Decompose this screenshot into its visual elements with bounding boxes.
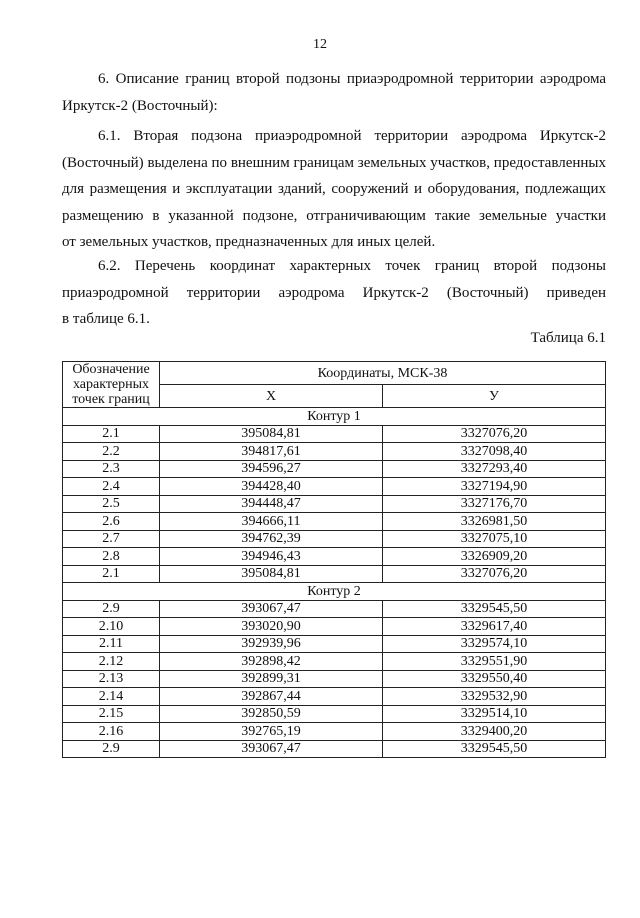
coord-y-cell: 3329551,90 — [383, 653, 606, 671]
coord-x-cell: 394428,40 — [160, 478, 383, 496]
coord-y-cell: 3329514,10 — [383, 705, 606, 723]
coord-x-cell: 394817,61 — [160, 443, 383, 461]
coord-y-cell: 3326909,20 — [383, 548, 606, 566]
table-row — [63, 513, 606, 531]
table-row — [63, 443, 606, 461]
table-row — [63, 635, 606, 653]
point-id-cell: 2.1 — [63, 565, 160, 583]
coord-y-cell: 3329545,50 — [383, 740, 606, 758]
table-caption: Таблица 6.1 — [530, 330, 606, 346]
coord-y-cell: 3329550,40 — [383, 670, 606, 688]
point-id-cell: 2.11 — [63, 635, 160, 653]
coord-x-cell: 392939,96 — [160, 635, 383, 653]
table-row — [63, 670, 606, 688]
page-number: 12 — [313, 37, 327, 52]
coord-y-cell: 3327194,90 — [383, 478, 606, 496]
coord-x-cell: 392765,19 — [160, 723, 383, 741]
point-id-cell: 2.14 — [63, 688, 160, 706]
coord-y-cell: 3329400,20 — [383, 723, 606, 741]
point-id-cell: 2.9 — [63, 600, 160, 618]
paragraph-line: приаэродромной территории аэродрома Иркутск-2 (Восточный) приведен — [62, 284, 606, 301]
coord-y-cell: 3327098,40 — [383, 443, 606, 461]
coord-x-cell: 392899,31 — [160, 670, 383, 688]
paragraph-line: (Восточный) выделена по внешним границам земельных участков, предоставленных — [62, 154, 606, 171]
paragraph-line: 6.2. Перечень координат характерных точек границ второй подзоны — [98, 258, 606, 274]
table-row — [63, 600, 606, 618]
coord-x-cell: 394596,27 — [160, 460, 383, 478]
coord-x-cell: 394666,11 — [160, 513, 383, 531]
coord-y-cell: 3327076,20 — [383, 565, 606, 583]
point-id-cell: 2.15 — [63, 705, 160, 723]
coord-x-cell: 392898,42 — [160, 653, 383, 671]
section-6-1-paragraph — [62, 123, 606, 256]
header-x: X — [160, 385, 383, 408]
point-id-cell: 2.8 — [63, 548, 160, 566]
coordinates-table — [62, 361, 606, 758]
coord-y-cell: 3326981,50 — [383, 513, 606, 531]
coord-x-cell: 394946,43 — [160, 548, 383, 566]
point-id-cell: 2.10 — [63, 618, 160, 636]
table-row — [63, 705, 606, 723]
coord-y-cell: 3327176,70 — [383, 495, 606, 513]
table-row — [63, 740, 606, 758]
point-id-cell: 2.5 — [63, 495, 160, 513]
coord-x-cell: 394448,47 — [160, 495, 383, 513]
table-row — [63, 495, 606, 513]
paragraph-line: для размещения и эксплуатации зданий, сооружений и оборудования, подлежащих — [62, 181, 606, 197]
table-row — [63, 618, 606, 636]
point-id-cell: 2.9 — [63, 740, 160, 758]
header-y: У — [383, 385, 606, 408]
paragraph-line: в таблице 6.1. — [62, 311, 150, 327]
paragraph-line: 6. Описание границ второй подзоны приаэродромной территории аэродрома — [98, 71, 606, 87]
table-row — [63, 565, 606, 583]
section-6-paragraph — [62, 66, 606, 119]
coord-y-cell: 3327293,40 — [383, 460, 606, 478]
point-id-cell: 2.13 — [63, 670, 160, 688]
coord-x-cell: 392850,59 — [160, 705, 383, 723]
contour-header-row — [63, 583, 606, 601]
table-body — [63, 408, 606, 758]
header-coordinates: Координаты, МСК-38 — [160, 362, 606, 385]
coord-y-cell: 3329574,10 — [383, 635, 606, 653]
table-row — [63, 723, 606, 741]
coord-x-cell: 394762,39 — [160, 530, 383, 548]
coord-x-cell: 395084,81 — [160, 565, 383, 583]
coord-y-cell: 3327076,20 — [383, 425, 606, 443]
point-id-cell: 2.16 — [63, 723, 160, 741]
paragraph-line: 6.1. Вторая подзона приаэродромной территории аэродрома Иркутск-2 — [98, 128, 606, 144]
coord-x-cell: 392867,44 — [160, 688, 383, 706]
paragraph-line: размещению в указанной подзоне, отграничивающим такие земельные участки — [62, 207, 606, 224]
header-point-designation: Обозначение характерных точек границ — [63, 362, 160, 408]
coord-y-cell: 3329617,40 — [383, 618, 606, 636]
table-row — [63, 425, 606, 443]
contour-header-row — [63, 408, 606, 426]
table-row — [63, 460, 606, 478]
table-row — [63, 530, 606, 548]
table-row — [63, 548, 606, 566]
paragraph-line: Иркутск-2 (Восточный): — [62, 97, 218, 114]
coord-y-cell: 3327075,10 — [383, 530, 606, 548]
table-row — [63, 653, 606, 671]
point-id-cell: 2.6 — [63, 513, 160, 531]
coord-x-cell: 393067,47 — [160, 600, 383, 618]
point-id-cell: 2.3 — [63, 460, 160, 478]
table-row — [63, 688, 606, 706]
coord-x-cell: 395084,81 — [160, 425, 383, 443]
point-id-cell: 2.4 — [63, 478, 160, 496]
coord-x-cell: 393067,47 — [160, 740, 383, 758]
contour-title: Контур 1 — [63, 408, 606, 426]
point-id-cell: 2.12 — [63, 653, 160, 671]
coord-x-cell: 393020,90 — [160, 618, 383, 636]
coord-y-cell: 3329532,90 — [383, 688, 606, 706]
contour-title: Контур 2 — [63, 583, 606, 601]
section-6-2-paragraph — [62, 253, 606, 333]
coord-y-cell: 3329545,50 — [383, 600, 606, 618]
point-id-cell: 2.2 — [63, 443, 160, 461]
paragraph-line: от земельных участков, предназначенных для иных целей. — [62, 234, 436, 250]
point-id-cell: 2.7 — [63, 530, 160, 548]
point-id-cell: 2.1 — [63, 425, 160, 443]
table-row — [63, 478, 606, 496]
